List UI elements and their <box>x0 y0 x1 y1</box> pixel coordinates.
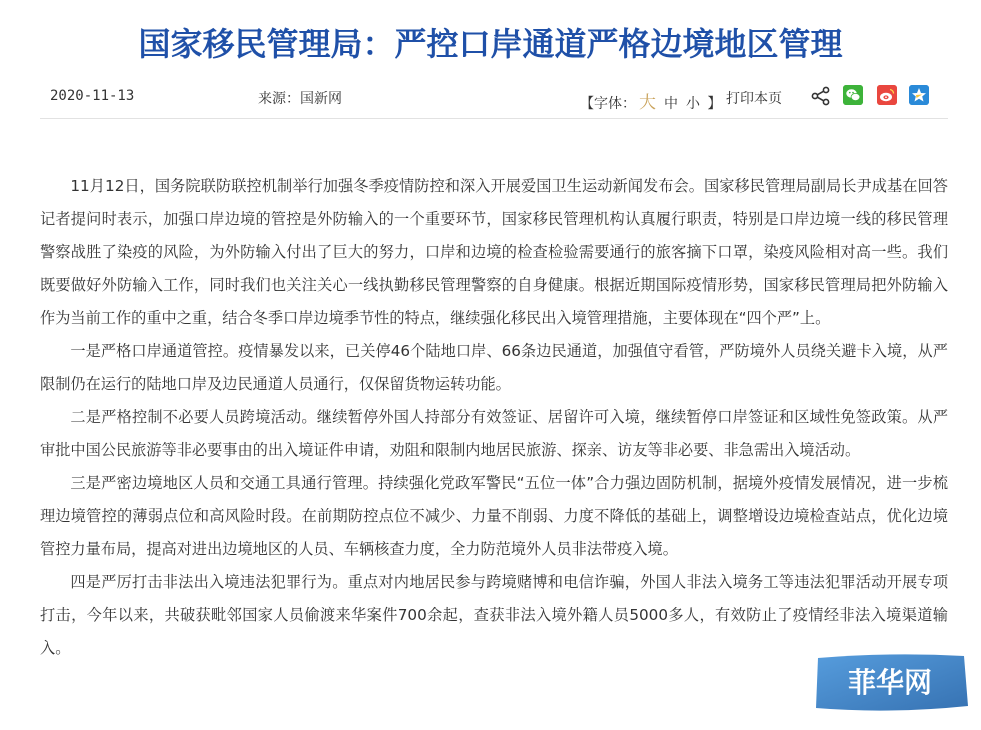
article-source: 来源：国新网 <box>258 91 342 107</box>
font-medium-button[interactable]: 中 <box>664 96 678 112</box>
article-meta-bar <box>40 82 948 119</box>
article-paragraph: 一是严格口岸通道管控。疫情暴发以来，已关停46个陆地口岸、66条边民通道，加强值守看管，严防境外人员绕关避卡入境，从严限制仍在运行的陆地口岸及边民通道人员通行，仅保留货物运转功能。 <box>40 342 948 393</box>
watermark-text: 菲华网 <box>847 666 933 699</box>
font-size-control <box>580 88 724 113</box>
wechat-icon[interactable] <box>843 85 863 105</box>
weibo-icon[interactable] <box>877 85 897 105</box>
feihua-watermark-logo <box>808 650 972 718</box>
article-body <box>40 170 948 665</box>
article-paragraph: 四是严厉打击非法出入境违法犯罪行为。重点对内地居民参与跨境赌博和电信诈骗，外国人非法入境务工等违法犯罪活动开展专项打击，今年以来，共破获毗邻国家人员偷渡来华案件700余起，查获非法入境外籍人员5000多人，有效防止了疫情经非法入境渠道输入。 <box>40 573 948 657</box>
qzone-star-icon[interactable] <box>909 85 929 105</box>
publish-date: 2020-11-13 <box>50 88 135 104</box>
article-paragraph: 11月12日，国务院联防联控机制举行加强冬季疫情防控和深入开展爱国卫生运动新闻发布会。国家移民管理局副局长尹成基在回答记者提问时表示，加强口岸边境的管控是外防输入的一个重要环节，国家移民管理机构认真履行职责，特别是口岸边境一线的移民管理警察战胜了染疫的风险，为外防输入付出了巨大的努力，口岸和边境的检查检验需要通行的旅客摘下口罩，染疫风险相对高一些。我们既要做好外防输入工作，同时我们也关注关心一线执勤移民管理警察的自身健康。根据近期国际疫情形势，国家移民管理局把外防输入作为当前工作的重中之重，结合冬季口岸边境季节性的特点，继续强化移民出入境管理措施，主要体现在“四个严”上。 <box>40 177 948 327</box>
print-page-link[interactable]: 打印本页 <box>726 91 782 107</box>
font-large-button[interactable]: 大 <box>639 93 656 113</box>
article-paragraph: 二是严格控制不必要人员跨境活动。继续暂停外国人持部分有效签证、居留许可入境，继续暂停口岸签证和区域性免签政策。从严审批中国公民旅游等非必要事由的出入境证件申请，劝阻和限制内地居民旅游、探亲、访友等非必要、非急需出入境活动。 <box>40 408 948 459</box>
font-size-label: 【字体： <box>580 96 636 112</box>
article-paragraph: 三是严密边境地区人员和交通工具通行管理。持续强化党政军警民“五位一体”合力强边固防机制，据境外疫情发展情况，进一步梳理边境管控的薄弱点位和高风险时段。在前期防控点位不减少、力量不削弱、力度不降低的基础上，调整增设边境检查站点，优化边境管控力量布局，提高对进出边境地区的人员、车辆核查力度，全力防范境外人员非法带疫入境。 <box>40 474 948 558</box>
share-icon[interactable] <box>810 85 832 107</box>
font-size-close-bracket: 】 <box>707 96 722 112</box>
article-title: 国家移民管理局：严控口岸通道严格边境地区管理 <box>138 25 843 63</box>
font-small-button[interactable]: 小 <box>686 96 700 112</box>
